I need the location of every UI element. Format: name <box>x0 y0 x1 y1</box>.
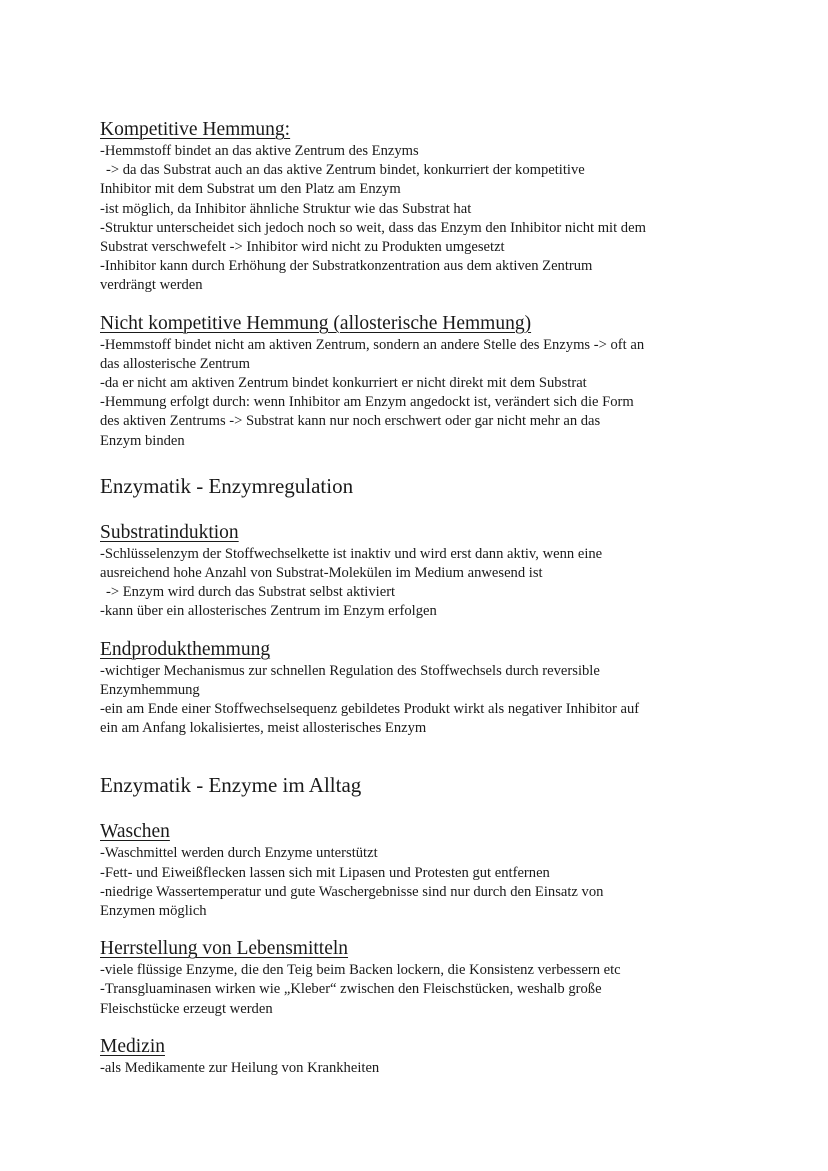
text-line: -Fett- und Eiweißflecken lassen sich mit Lipasen und Protesten gut entfernen <box>100 864 550 881</box>
text-line: verdrängt werden <box>100 277 203 294</box>
text-line: Enzym binden <box>100 432 185 449</box>
text-line: -Transgluaminasen wirken wie „Kleber“ zwischen den Fleischstücken, weshalb große <box>100 981 602 998</box>
text-line: -Hemmstoff bindet an das aktive Zentrum des Enzyms <box>100 143 419 159</box>
text-line: -ein am Ende einer Stoffwechselsequenz gebildetes Produkt wirkt als negativer Inhibitor auf <box>100 701 640 718</box>
heading-lebensmittel: Herrstellung von Lebensmitteln <box>100 938 349 960</box>
text-line: -Waschmittel werden durch Enzyme unterstützt <box>100 845 378 862</box>
text-line: -da er nicht am aktiven Zentrum bindet konkurriert er nicht direkt mit dem Substrat <box>100 375 587 392</box>
text-line: -> da das Substrat auch an das aktive Zentrum bindet, konkurriert der kompetitive <box>106 162 585 179</box>
heading-endprodukthemmung: Endprodukthemmung <box>100 638 271 660</box>
text-line: Enzymen möglich <box>100 903 207 920</box>
text-line: -> Enzym wird durch das Substrat selbst aktiviert <box>106 584 396 601</box>
text-line: -niedrige Wassertemperatur und gute Waschergebnisse sind nur durch den Einsatz von <box>100 883 604 900</box>
text-line: Substrat verschwefelt -> Inhibitor wird nicht zu Produkten umgesetzt <box>100 239 505 256</box>
text-line: des aktiven Zentrums -> Substrat kann nur noch erschwert oder gar nicht mehr an das <box>100 413 601 430</box>
text-line: -wichtiger Mechanismus zur schnellen Regulation des Stoffwechsels durch reversible <box>100 662 600 679</box>
text-line: -kann über ein allosterisches Zentrum im Enzym erfolgen <box>100 603 437 620</box>
text-line: Inhibitor mit dem Substrat um den Platz am Enzym <box>100 181 401 198</box>
heading-nicht-kompetitive-hemmung: Nicht kompetitive Hemmung (allosterische Hemmung) <box>100 312 532 334</box>
document-page <box>100 118 740 1078</box>
text-line: das allosterische Zentrum <box>100 355 250 372</box>
text-line: -Hemmung erfolgt durch: wenn Inhibitor am Enzym angedockt ist, verändert sich die Form <box>100 394 634 411</box>
title-enzyme-im-alltag: Enzymatik - Enzyme im Alltag <box>100 773 362 798</box>
text-line: ein am Anfang lokalisiertes, meist allosterisches Enzym <box>100 720 427 737</box>
text-line: -viele flüssige Enzyme, die den Teig beim Backen lockern, die Konsistenz verbessern etc <box>100 962 621 979</box>
heading-substratinduktion: Substratinduktion <box>100 521 239 543</box>
text-line: -Schlüsselenzym der Stoffwechselkette ist inaktiv und wird erst dann aktiv, wenn eine <box>100 545 603 562</box>
text-line: -als Medikamente zur Heilung von Krankheiten <box>100 1059 380 1076</box>
title-enzymregulation: Enzymatik - Enzymregulation <box>100 473 354 498</box>
heading-kompetitive-hemmung: Kompetitive Hemmung: <box>100 119 291 140</box>
text-line: -Hemmstoff bindet nicht am aktiven Zentrum, sondern an andere Stelle des Enzyms -> oft an <box>100 336 645 353</box>
text-line: -Inhibitor kann durch Erhöhung der Substratkonzentration aus dem aktiven Zentrum <box>100 258 593 275</box>
text-line: ausreichend hohe Anzahl von Substrat-Molekülen im Medium anwesend ist <box>100 565 543 582</box>
text-line: -ist möglich, da Inhibitor ähnliche Struktur wie das Substrat hat <box>100 200 472 217</box>
text-line: Fleischstücke erzeugt werden <box>100 1000 273 1017</box>
text-line: Enzymhemmung <box>100 681 200 698</box>
heading-medizin: Medizin <box>100 1035 165 1057</box>
heading-waschen: Waschen <box>100 821 170 843</box>
text-line: -Struktur unterscheidet sich jedoch noch so weit, dass das Enzym den Inhibitor nicht mit dem <box>100 219 646 236</box>
